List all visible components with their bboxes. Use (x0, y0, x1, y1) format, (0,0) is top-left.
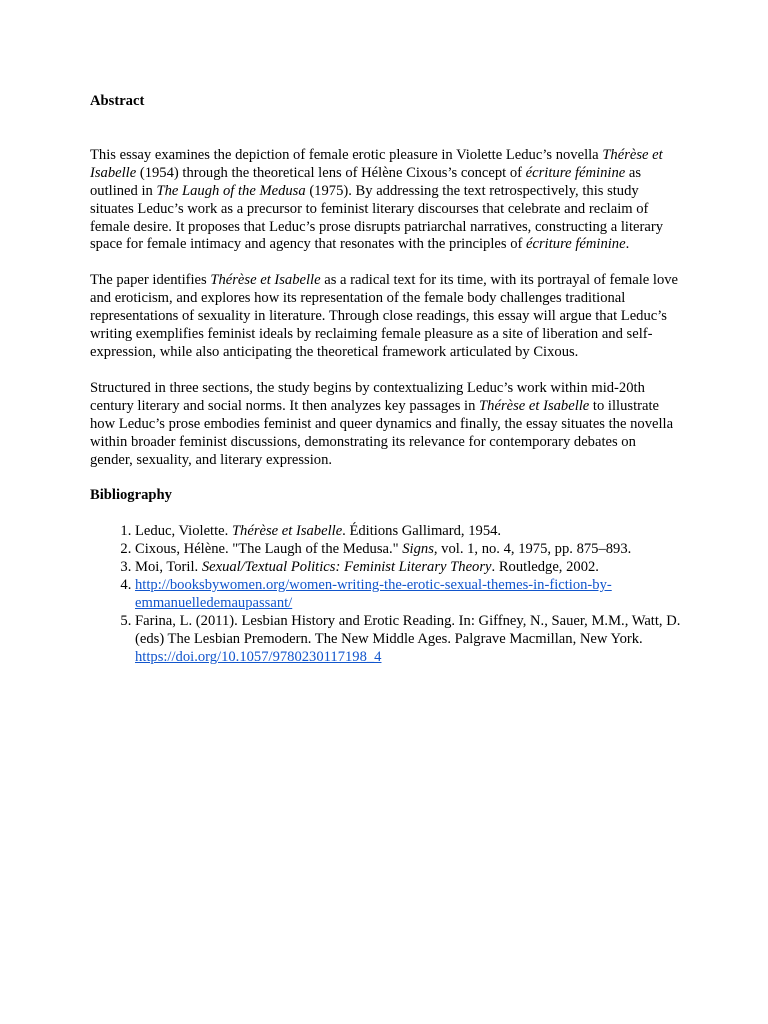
italic-title: Signs (402, 541, 434, 558)
italic-title: Thérèse et Isabelle (479, 397, 590, 414)
text-run: This essay examines the depiction of female erotic pleasure in Violette Leduc’s novella (90, 146, 603, 163)
abstract-paragraph-3 (90, 380, 682, 470)
text-run: to illustrate how Leduc’s prose embodies feminist and queer dynamics and finally, the essay situates the novella within broader feminist discussions, demonstrating its relevance for contemporary debates on gender, sexuality, and literary expression. (90, 397, 674, 468)
bibliography-item (135, 559, 682, 577)
abstract-heading: Abstract (90, 93, 145, 109)
italic-title: Thérèse et Isabelle (210, 272, 321, 289)
text-run: as outlined in (90, 164, 642, 199)
bibliography-item (135, 541, 682, 559)
text-run: (1975). By addressing the text retrospectively, this study situates Leduc’s work as a precursor to feminist literary discourses that celebrate and reclaim of female desire. It proposes that Leduc’s prose disrupts patriarchal narratives, constructing a literary space for female intimacy and agency that resonates with the principles of (90, 182, 664, 253)
text-run: . (625, 236, 630, 253)
text-run: , vol. 1, no. 4, 1975, pp. 875–893. (433, 541, 632, 558)
document-page (90, 93, 682, 667)
italic-title: Thérèse et Isabelle (90, 146, 663, 181)
text-run: Moi, Toril. (135, 559, 202, 576)
italic-title: Sexual/Textual Politics: Feminist Literary Theory (201, 559, 492, 576)
italic-term: écriture féminine (525, 164, 626, 181)
text-run: Farina, L. (2011). Lesbian History and Erotic Reading. In: Giffney, N., Sauer, M.M., Watt, D. (eds) The Lesbian Premodern. The New Middle Ages. Palgrave Macmillan, New York. (135, 612, 681, 647)
doi-link[interactable]: https://doi.org/10.1057/9780230117198_4 (135, 648, 382, 665)
bibliography-item (135, 523, 682, 541)
bibliography-item (135, 613, 682, 667)
abstract-paragraph-2 (90, 272, 682, 362)
text-run: Structured in three sections, the study begins by contextualizing Leduc’s work within mid-20th century literary and social norms. It then analyzes key passages in (90, 379, 645, 414)
text-run: (1954) through the theoretical lens of Hélène Cixous’s concept of (136, 164, 526, 181)
text-run: Leduc, Violette. (135, 523, 232, 540)
text-run: . Routledge, 2002. (491, 559, 599, 576)
booksbywomen-link[interactable]: http://booksbywomen.org/women-writing-the-erotic-sexual-themes-in-fiction-by-emmanuelledemaupassant/ (135, 577, 612, 611)
bibliography-heading: Bibliography (90, 487, 172, 504)
text-run: Cixous, Hélène. "The Laugh of the Medusa." (135, 541, 403, 558)
text-run: as a radical text for its time, with its portrayal of female love and eroticism, and explores how its representation of the female body challenges traditional representations of sexuality in literature. Through close readings, this essay will argue that Leduc’s writing exemplifies feminist ideals by reclaiming female pleasure as a site of liberation and self-expression, while also anticipating the theoretical framework articulated by Cixous. (90, 272, 679, 360)
abstract-paragraph-1 (90, 147, 682, 254)
bibliography-list (90, 523, 682, 666)
text-run: The paper identifies (90, 272, 211, 289)
italic-term: écriture féminine (526, 236, 626, 253)
bibliography-item (135, 577, 682, 613)
italic-title: Thérèse et Isabelle (231, 523, 343, 540)
italic-title: The Laugh of the Medusa (156, 182, 306, 199)
text-run: . Éditions Gallimard, 1954. (342, 523, 502, 540)
